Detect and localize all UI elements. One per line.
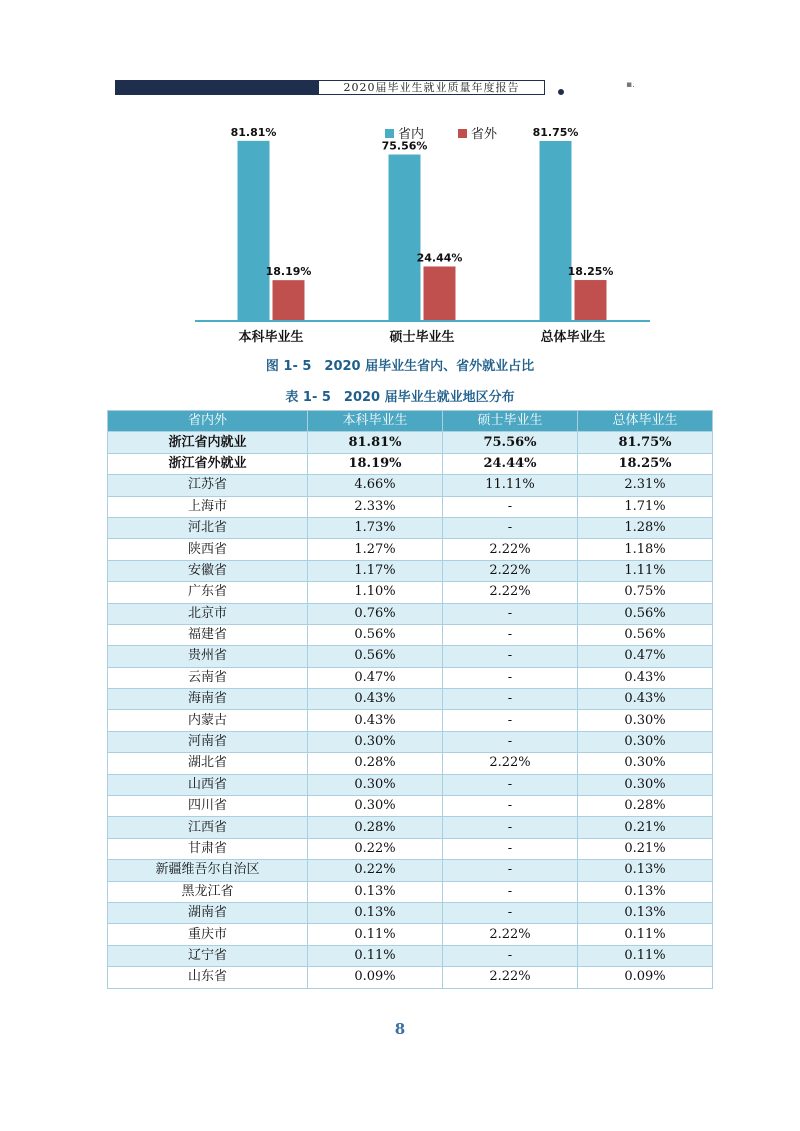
value-cell: 0.13% bbox=[578, 902, 713, 923]
value-cell: 1.18% bbox=[578, 539, 713, 560]
table-row bbox=[108, 582, 713, 603]
region-cell: 海南省 bbox=[108, 689, 308, 710]
table-row bbox=[108, 796, 713, 817]
table-row bbox=[108, 817, 713, 838]
value-cell: 0.56% bbox=[578, 624, 713, 645]
region-cell: 浙江省外就业 bbox=[108, 453, 308, 474]
value-cell: 1.28% bbox=[578, 517, 713, 538]
value-cell: 1.27% bbox=[308, 539, 443, 560]
value-cell: 1.10% bbox=[308, 582, 443, 603]
region-cell: 山西省 bbox=[108, 774, 308, 795]
value-cell: - bbox=[443, 838, 578, 859]
region-cell: 四川省 bbox=[108, 796, 308, 817]
table-row bbox=[108, 838, 713, 859]
value-cell: 81.81% bbox=[308, 432, 443, 453]
region-cell: 上海市 bbox=[108, 496, 308, 517]
table-row bbox=[108, 902, 713, 923]
value-cell: 1.73% bbox=[308, 517, 443, 538]
value-cell: 0.56% bbox=[308, 624, 443, 645]
table-row bbox=[108, 967, 713, 988]
category-label: 本科毕业生 bbox=[238, 330, 304, 345]
value-cell: - bbox=[443, 902, 578, 923]
region-cell: 湖南省 bbox=[108, 902, 308, 923]
legend-swatch-out-province bbox=[458, 129, 467, 138]
value-cell: 4.66% bbox=[308, 475, 443, 496]
region-cell: 河南省 bbox=[108, 731, 308, 752]
value-cell: 1.11% bbox=[578, 560, 713, 581]
value-cell: 0.22% bbox=[308, 860, 443, 881]
region-cell: 安徽省 bbox=[108, 560, 308, 581]
value-cell: - bbox=[443, 689, 578, 710]
value-cell: 0.21% bbox=[578, 817, 713, 838]
bar-out-2 bbox=[575, 280, 607, 320]
value-cell: 2.22% bbox=[443, 539, 578, 560]
value-cell: - bbox=[443, 774, 578, 795]
region-cell: 广东省 bbox=[108, 582, 308, 603]
value-cell: 1.71% bbox=[578, 496, 713, 517]
region-cell: 云南省 bbox=[108, 667, 308, 688]
table-row bbox=[108, 560, 713, 581]
value-cell: 0.21% bbox=[578, 838, 713, 859]
value-cell: - bbox=[443, 667, 578, 688]
data-label: 24.44% bbox=[416, 251, 463, 265]
table-row bbox=[108, 646, 713, 667]
value-cell: 0.43% bbox=[308, 710, 443, 731]
table-row bbox=[108, 731, 713, 752]
legend-label: 省内 bbox=[398, 127, 425, 142]
header-mark: ▪. bbox=[626, 80, 635, 90]
table-caption: 表 1- 5 2020 届毕业生就业地区分布 bbox=[285, 390, 515, 405]
value-cell: 0.22% bbox=[308, 838, 443, 859]
table-row bbox=[108, 496, 713, 517]
value-cell: 0.13% bbox=[308, 881, 443, 902]
table-row bbox=[108, 603, 713, 624]
data-label: 81.75% bbox=[532, 125, 579, 139]
value-cell: 75.56% bbox=[443, 432, 578, 453]
value-cell: 0.13% bbox=[308, 902, 443, 923]
value-cell: 81.75% bbox=[578, 432, 713, 453]
value-cell: 18.19% bbox=[308, 453, 443, 474]
value-cell: 0.76% bbox=[308, 603, 443, 624]
region-cell: 甘肃省 bbox=[108, 838, 308, 859]
table-row bbox=[108, 517, 713, 538]
table-header-cell: 省内外 bbox=[108, 411, 308, 432]
category-label: 硕士毕业生 bbox=[389, 330, 455, 345]
value-cell: 0.28% bbox=[578, 796, 713, 817]
bar-out-0 bbox=[273, 280, 305, 320]
value-cell: 0.30% bbox=[308, 796, 443, 817]
legend-swatch-in-province bbox=[385, 129, 394, 138]
value-cell: 0.11% bbox=[578, 945, 713, 966]
region-cell: 内蒙古 bbox=[108, 710, 308, 731]
value-cell: 0.56% bbox=[578, 603, 713, 624]
value-cell: - bbox=[443, 710, 578, 731]
value-cell: - bbox=[443, 945, 578, 966]
region-cell: 贵州省 bbox=[108, 646, 308, 667]
value-cell: 2.22% bbox=[443, 924, 578, 945]
value-cell: 0.43% bbox=[308, 689, 443, 710]
region-cell: 重庆市 bbox=[108, 924, 308, 945]
value-cell: 24.44% bbox=[443, 453, 578, 474]
page-number: 8 bbox=[394, 1020, 406, 1038]
value-cell: - bbox=[443, 646, 578, 667]
bar-in-1 bbox=[389, 155, 421, 320]
value-cell: 0.11% bbox=[578, 924, 713, 945]
table-row bbox=[108, 753, 713, 774]
value-cell: 0.75% bbox=[578, 582, 713, 603]
region-distribution-table bbox=[107, 410, 713, 989]
region-cell: 北京市 bbox=[108, 603, 308, 624]
region-cell: 辽宁省 bbox=[108, 945, 308, 966]
table-row bbox=[108, 881, 713, 902]
value-cell: - bbox=[443, 496, 578, 517]
value-cell: 0.30% bbox=[308, 774, 443, 795]
value-cell: 0.30% bbox=[578, 774, 713, 795]
value-cell: - bbox=[443, 881, 578, 902]
value-cell: 0.47% bbox=[308, 667, 443, 688]
region-cell: 河北省 bbox=[108, 517, 308, 538]
table-row bbox=[108, 689, 713, 710]
value-cell: 2.22% bbox=[443, 560, 578, 581]
region-cell: 黑龙江省 bbox=[108, 881, 308, 902]
value-cell: 0.47% bbox=[578, 646, 713, 667]
table-header-cell: 总体毕业生 bbox=[578, 411, 713, 432]
value-cell: 2.22% bbox=[443, 967, 578, 988]
value-cell: 0.28% bbox=[308, 753, 443, 774]
value-cell: 0.43% bbox=[578, 689, 713, 710]
table-row bbox=[108, 924, 713, 945]
value-cell: 2.22% bbox=[443, 753, 578, 774]
value-cell: - bbox=[443, 517, 578, 538]
data-label: 18.19% bbox=[265, 265, 312, 279]
value-cell: 0.11% bbox=[308, 945, 443, 966]
table-row bbox=[108, 774, 713, 795]
region-cell: 新疆维吾尔自治区 bbox=[108, 860, 308, 881]
figure-caption: 图 1- 5 2020 届毕业生省内、省外就业占比 bbox=[265, 359, 535, 374]
value-cell: 0.11% bbox=[308, 924, 443, 945]
table-header-cell: 硕士毕业生 bbox=[443, 411, 578, 432]
bar-out-1 bbox=[424, 266, 456, 320]
data-label: 75.56% bbox=[381, 139, 428, 153]
table-row bbox=[108, 432, 713, 453]
region-cell: 山东省 bbox=[108, 967, 308, 988]
value-cell: 1.17% bbox=[308, 560, 443, 581]
region-cell: 湖北省 bbox=[108, 753, 308, 774]
table-header-row bbox=[108, 411, 713, 432]
bar-chart bbox=[0, 0, 800, 350]
value-cell: 2.31% bbox=[578, 475, 713, 496]
table-header-cell: 本科毕业生 bbox=[308, 411, 443, 432]
value-cell: - bbox=[443, 860, 578, 881]
value-cell: 0.13% bbox=[578, 860, 713, 881]
table-row bbox=[108, 475, 713, 496]
data-label: 18.25% bbox=[567, 265, 614, 279]
table-row bbox=[108, 453, 713, 474]
value-cell: 0.56% bbox=[308, 646, 443, 667]
table-row bbox=[108, 710, 713, 731]
value-cell: 0.30% bbox=[578, 753, 713, 774]
value-cell: 0.43% bbox=[578, 667, 713, 688]
region-cell: 陕西省 bbox=[108, 539, 308, 560]
value-cell: 0.30% bbox=[578, 731, 713, 752]
region-cell: 江西省 bbox=[108, 817, 308, 838]
value-cell: - bbox=[443, 796, 578, 817]
value-cell: 18.25% bbox=[578, 453, 713, 474]
data-label: 81.81% bbox=[230, 125, 277, 139]
value-cell: 0.30% bbox=[578, 710, 713, 731]
value-cell: 0.09% bbox=[308, 967, 443, 988]
value-cell: 0.28% bbox=[308, 817, 443, 838]
value-cell: - bbox=[443, 624, 578, 645]
value-cell: 0.09% bbox=[578, 967, 713, 988]
value-cell: - bbox=[443, 603, 578, 624]
region-cell: 江苏省 bbox=[108, 475, 308, 496]
bar-in-0 bbox=[238, 141, 270, 320]
region-cell: 福建省 bbox=[108, 624, 308, 645]
table-row bbox=[108, 667, 713, 688]
header-title: 2020届毕业生就业质量年度报告 bbox=[318, 80, 545, 95]
value-cell: - bbox=[443, 731, 578, 752]
value-cell: 2.33% bbox=[308, 496, 443, 517]
legend-label: 省外 bbox=[471, 127, 498, 142]
value-cell: 0.30% bbox=[308, 731, 443, 752]
value-cell: 11.11% bbox=[443, 475, 578, 496]
bar-in-2 bbox=[540, 141, 572, 320]
table-row bbox=[108, 539, 713, 560]
category-label: 总体毕业生 bbox=[540, 330, 606, 345]
region-cell: 浙江省内就业 bbox=[108, 432, 308, 453]
table-row bbox=[108, 945, 713, 966]
value-cell: 0.13% bbox=[578, 881, 713, 902]
table-row bbox=[108, 624, 713, 645]
value-cell: 2.22% bbox=[443, 582, 578, 603]
value-cell: - bbox=[443, 817, 578, 838]
table-row bbox=[108, 860, 713, 881]
